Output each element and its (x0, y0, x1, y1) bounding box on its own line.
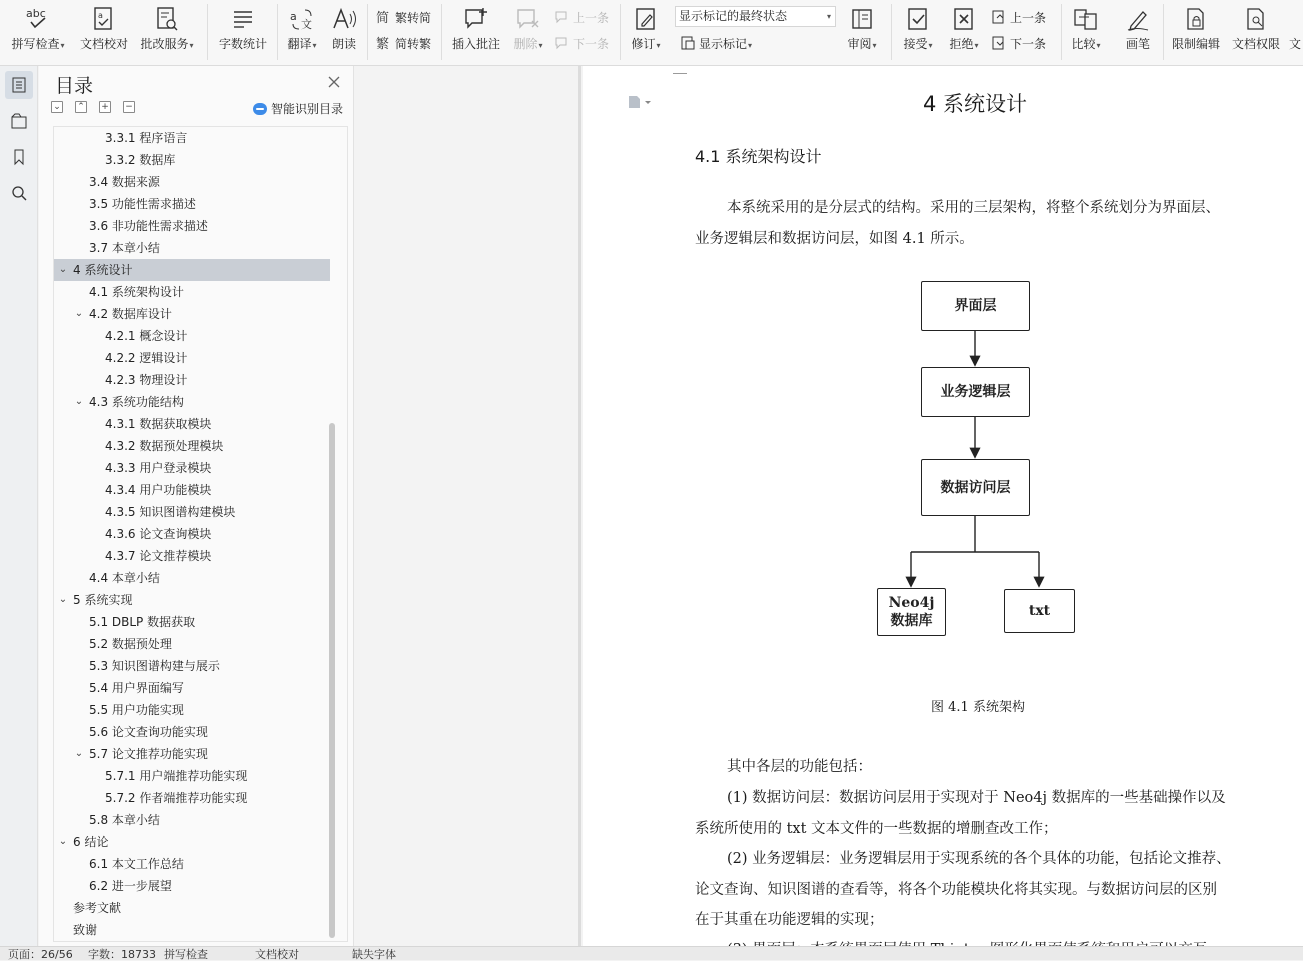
toc-item-label: 3.5 功能性需求描述 (89, 197, 196, 211)
toc-title: 目录 (55, 75, 94, 97)
toc-item[interactable] (54, 347, 330, 369)
toc-item-label: 参考文献 (73, 901, 122, 915)
toc-item[interactable] (54, 325, 330, 347)
translate-icon (289, 5, 315, 33)
show-markup-icon (680, 35, 696, 51)
word-count-icon (230, 5, 256, 33)
logic-layer-box: 业务逻辑层 (921, 367, 1030, 417)
expand-up-icon[interactable]: ⌃ (75, 101, 87, 113)
toc-item[interactable] (54, 237, 330, 259)
simp-trad-icon (376, 35, 392, 51)
toc-item-label: 5.2 数据预处理 (89, 637, 172, 651)
ribbon-separator (1061, 4, 1062, 60)
toc-view-icon[interactable] (5, 71, 33, 99)
trad-to-simp-button[interactable]: 简 繁转简 (376, 10, 432, 26)
restrict-edit-icon (1184, 5, 1208, 33)
ribbon-separator (1163, 4, 1164, 60)
ribbon-separator (891, 4, 892, 60)
accept-button[interactable]: 接受 ▾ (898, 0, 938, 62)
restrict-edit-button[interactable]: 限制编辑 (1168, 0, 1224, 62)
page-shadow (578, 66, 581, 946)
ribbon-separator (620, 4, 621, 60)
toc-item[interactable] (54, 809, 330, 831)
add-heading-icon[interactable]: + (99, 101, 111, 113)
chevron-down-icon[interactable]: ⌄ (58, 264, 68, 275)
toc-item[interactable] (54, 457, 330, 479)
toc-tree (53, 126, 348, 942)
ribbon-separator (207, 4, 208, 60)
collapse-all-icon[interactable]: ⌄ (51, 101, 63, 113)
svg-text:abc: abc (26, 7, 46, 20)
toc-item[interactable] (54, 699, 330, 721)
toc-item-label: 4.2 数据库设计 (89, 307, 172, 321)
toc-item[interactable] (54, 149, 330, 171)
toc-item-label: 3.3.1 程序语言 (105, 131, 188, 145)
toc-item-label: 4.3.1 数据获取模块 (105, 417, 212, 431)
spell-check-status[interactable]: 拼写检查 (164, 948, 208, 961)
svg-text:a: a (290, 10, 297, 23)
word-count-button[interactable]: 字数统计 (215, 0, 271, 62)
paragraph-line: 论文查询、知识图谱的查看等，将各个功能模块化将其实现。与数据访问层的区别 (695, 882, 1217, 898)
toc-item-label: 4.4 本章小结 (89, 571, 160, 585)
toc-panel (39, 66, 354, 946)
toc-item[interactable] (54, 633, 330, 655)
toc-item[interactable] (54, 721, 330, 743)
paragraph-line: 其中各层的功能包括： (727, 759, 872, 775)
prev-comment-icon (554, 9, 570, 25)
next-comment-icon (554, 35, 570, 51)
txt-box: txt (1004, 589, 1075, 633)
doc-type-icon[interactable] (628, 94, 652, 113)
toc-item-label: 5.1 DBLP 数据获取 (89, 615, 196, 629)
page-indicator[interactable]: 页面：26/56 (8, 948, 73, 961)
toc-item[interactable] (54, 259, 330, 281)
chevron-down-icon[interactable]: ⌄ (74, 308, 84, 319)
remove-heading-icon[interactable]: − (123, 101, 135, 113)
toc-scrollbar[interactable] (329, 423, 335, 938)
review-pane-button[interactable]: 审阅 ▾ (842, 0, 882, 62)
toc-item[interactable] (54, 391, 330, 413)
toc-item[interactable] (54, 193, 330, 215)
toc-item[interactable] (54, 501, 330, 523)
toc-item[interactable] (54, 303, 330, 325)
toc-item[interactable] (54, 567, 330, 589)
figure-caption: 图 4.1 系统架构 (931, 700, 1025, 715)
toc-item[interactable] (54, 919, 330, 941)
abc-spellcheck-icon (25, 5, 51, 33)
toc-item-label: 4.3.7 论文推荐模块 (105, 549, 212, 563)
bookmark-icon[interactable] (5, 143, 33, 171)
svg-text:文: 文 (301, 18, 312, 31)
compare-icon (1073, 5, 1099, 33)
toc-item-label: 3.4 数据来源 (89, 175, 160, 189)
compare-button[interactable]: 比较 ▾ (1066, 0, 1106, 62)
toc-item[interactable] (54, 831, 330, 853)
ribbon-separator (277, 4, 278, 60)
toc-item-label: 3.7 本章小结 (89, 241, 160, 255)
toc-item[interactable] (54, 743, 330, 765)
word-count-indicator[interactable]: 字数：18733 (88, 948, 156, 961)
prev-change-button[interactable]: 上一条 (991, 7, 1046, 27)
chevron-down-icon: ▾ (826, 12, 831, 21)
chapter-nav-icon[interactable] (5, 107, 33, 135)
toc-item-label: 4.2.2 逻辑设计 (105, 351, 188, 365)
toc-item-label: 4.3.2 数据预处理模块 (105, 439, 224, 453)
doc-permission-button[interactable]: 文档权限 (1228, 0, 1284, 62)
ribbon-separator (441, 4, 442, 60)
toc-item-label: 4.3 系统功能结构 (89, 395, 184, 409)
neo4j-box: Neo4j 数据库 (877, 588, 946, 636)
toc-item-label: 4.3.5 知识图谱构建模块 (105, 505, 236, 519)
toc-item[interactable] (54, 765, 330, 787)
doc-proofread-icon (92, 5, 116, 33)
toc-item-label: 3.6 非功能性需求描述 (89, 219, 208, 233)
prev-comment-button[interactable]: 上一条 (554, 7, 609, 27)
document-page[interactable] (583, 66, 1303, 946)
toc-item-label: 5.7.1 用户端推荐功能实现 (105, 769, 248, 783)
ui-layer-box: 界面层 (921, 281, 1030, 331)
track-changes-button[interactable]: 修订 ▾ (627, 0, 665, 62)
doc-proofread-button[interactable]: a 文档校对 (76, 0, 132, 62)
toc-item-label: 5.7 论文推荐功能实现 (89, 747, 208, 761)
toc-item[interactable] (54, 479, 330, 501)
paragraph-line: (2) 业务逻辑层：业务逻辑层用于实现系统的各个具体的功能，包括论文推荐、 (727, 851, 1231, 867)
toc-item[interactable] (54, 787, 330, 809)
toc-item-label: 5.3 知识图谱构建与展示 (89, 659, 220, 673)
search-icon[interactable] (5, 179, 33, 207)
toc-item-label: 6.1 本文工作总结 (89, 857, 184, 871)
toc-item-label: 致谢 (73, 923, 98, 937)
toc-item[interactable] (54, 171, 330, 193)
section-title: 4.1 系统架构设计 (695, 147, 822, 166)
page-gutter (355, 66, 581, 946)
toc-item[interactable] (54, 523, 330, 545)
toc-item-label: 4.3.4 用户功能模块 (105, 483, 212, 497)
toc-item[interactable] (54, 435, 330, 457)
insert-comment-icon (463, 5, 489, 33)
prev-change-icon (991, 9, 1007, 25)
toc-item-label: 5.6 论文查询功能实现 (89, 725, 208, 739)
doc-icon (1287, 5, 1303, 33)
simp-to-trad-button[interactable]: 繁 简转繁 (376, 36, 432, 52)
next-comment-button[interactable]: 下一条 (554, 33, 609, 53)
markup-state-select[interactable]: 显示标记的最终状态 ▾ (675, 6, 836, 27)
navigation-icon-strip (0, 66, 38, 946)
toc-item-label: 5.7.2 作者端推荐功能实现 (105, 791, 248, 805)
paragraph-line: 在于其重在功能逻辑的实现； (695, 912, 884, 928)
svg-text:a: a (98, 11, 103, 20)
chevron-down-icon[interactable]: ⌄ (74, 748, 84, 759)
toc-item[interactable] (54, 655, 330, 677)
svg-text:简: 简 (376, 11, 390, 26)
doc-permission-icon (1244, 5, 1268, 33)
pen-button[interactable]: 画笔 (1118, 0, 1158, 62)
toc-item-label: 4.3.3 用户登录模块 (105, 461, 212, 475)
missing-font-status[interactable]: 缺失字体 (352, 948, 396, 961)
spell-check-button[interactable]: abc 拼写检查 ▾ (6, 0, 70, 62)
chevron-down-icon[interactable]: ⌄ (58, 594, 68, 605)
chevron-down-icon[interactable]: ⌄ (58, 836, 68, 847)
next-change-icon (991, 35, 1007, 51)
paragraph-line: 本系统采用的是分层式的结构。采用的三层架构，将整个系统划分为界面层、 (727, 200, 1220, 216)
trad-simp-icon (376, 9, 392, 25)
toc-item-label: 6.2 进一步展望 (89, 879, 172, 893)
pen-icon (1125, 5, 1151, 33)
toc-item[interactable] (54, 215, 330, 237)
correction-service-button[interactable]: 批改服务 ▾ (137, 0, 197, 62)
toc-item-label: 4.2.1 概念设计 (105, 329, 188, 343)
toc-item[interactable] (54, 281, 330, 303)
toc-item-label: 4.2.3 物理设计 (105, 373, 188, 387)
correction-service-icon (155, 5, 179, 33)
next-change-button[interactable]: 下一条 (991, 33, 1046, 53)
toc-item[interactable] (54, 545, 330, 567)
toc-item[interactable] (54, 611, 330, 633)
proofread-status[interactable]: 文档校对 (255, 948, 299, 961)
toc-item[interactable] (54, 677, 330, 699)
chevron-down-icon[interactable]: ⌄ (74, 396, 84, 407)
toc-item-label: 5.5 用户功能实现 (89, 703, 184, 717)
toc-item-label: 5.8 本章小结 (89, 813, 160, 827)
toc-item-label: 5 系统实现 (73, 593, 133, 607)
toc-item[interactable] (54, 853, 330, 875)
review-ribbon (0, 0, 1303, 66)
reject-icon (952, 5, 976, 33)
doc-more-button[interactable]: 文 (1287, 0, 1303, 62)
close-icon[interactable] (327, 74, 341, 88)
toc-item-label: 4 系统设计 (73, 263, 133, 277)
toc-item-label: 3.3.2 数据库 (105, 153, 176, 167)
delete-comment-icon (515, 5, 541, 33)
read-aloud-icon (331, 5, 357, 33)
toc-item-label: 4.1 系统架构设计 (89, 285, 184, 299)
chapter-title: 4 系统设计 (923, 92, 1028, 116)
insert-comment-button[interactable]: 插入批注 (448, 0, 504, 62)
svg-text:繁: 繁 (376, 37, 390, 52)
track-changes-icon (634, 5, 658, 33)
paragraph-line: (1) 数据访问层：数据访问层用于实现对于 Neo4j 数据库的一些基础操作以及 (727, 790, 1226, 806)
toc-item-label: 5.4 用户界面编写 (89, 681, 184, 695)
smart-toc-button[interactable]: 智能识别目录 (253, 100, 343, 117)
data-layer-box: 数据访问层 (921, 459, 1030, 516)
toc-item[interactable] (54, 875, 330, 897)
toc-item-label: 4.3.6 论文查询模块 (105, 527, 212, 541)
toc-item[interactable] (54, 897, 330, 919)
show-markup-button[interactable]: 显示标记 ▾ (680, 33, 752, 53)
paragraph-line: 业务逻辑层和数据访问层，如图 4.1 所示。 (695, 231, 974, 247)
toc-item[interactable] (54, 413, 330, 435)
reject-button[interactable]: 拒绝 ▾ (944, 0, 984, 62)
accept-icon (906, 5, 930, 33)
paragraph-line: 系统所使用的 txt 文本文件的一些数据的增删查改工作； (695, 821, 1058, 837)
status-bar (0, 946, 1303, 960)
ribbon-separator (367, 4, 368, 60)
toc-item[interactable] (54, 369, 330, 391)
toc-item[interactable] (54, 589, 330, 611)
smart-bubble-icon (253, 103, 267, 115)
review-pane-icon (850, 5, 874, 33)
translate-button[interactable]: a 文 翻译 ▾ (283, 0, 321, 62)
read-aloud-button[interactable]: 朗读 (326, 0, 362, 62)
toc-item-label: 6 结论 (73, 835, 109, 849)
delete-comment-button[interactable]: 删除 ▾ (509, 0, 547, 62)
page-corner-mark (673, 66, 687, 74)
toc-item[interactable] (54, 127, 330, 149)
